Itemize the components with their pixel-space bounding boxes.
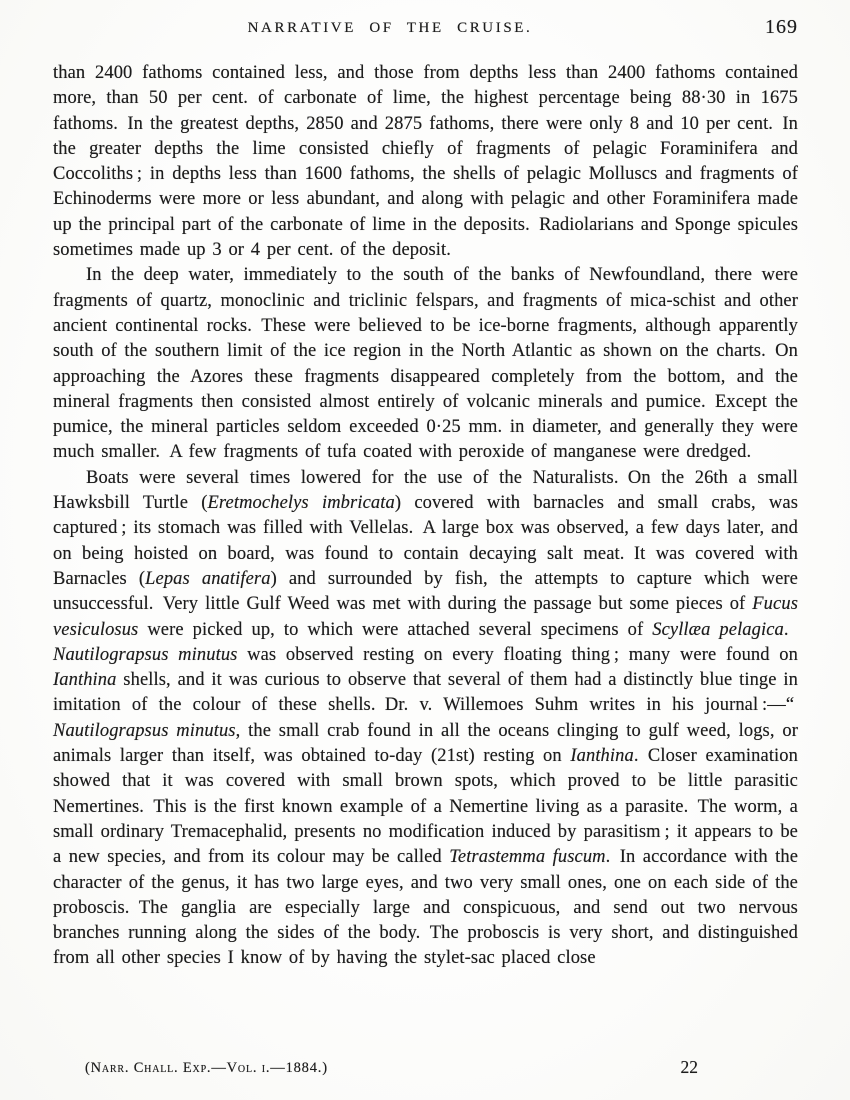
page-body	[53, 61, 798, 972]
body-paragraph-3: Boats were several times lowered for the use of the Naturalists. On the 26th a small Hawksbill Turtle (Eretmochelys imbricata) covered with barnacles and small crabs, was captured ; its stomach was filled with Vellelas. A large box was observed, a few days later, and on being hoisted on board, was found to contain decaying salt meat. It was covered with Barnacles (Lepas anatifera) and surrounded by fish, the attempts to capture which were unsuccessful. Very little Gulf Weed was met with during the passage but some pieces of Fucus vesiculosus were picked up, to which were attached several specimens of Scyllæa pelagica. Nautilograpsus minutus was observed resting on every floating thing ; many were found on Ianthina shells, and it was curious to observe that several of them had a distinctly blue tinge in imitation of the colour of these shells. Dr. v. Willemoes Suhm writes in his journal :—“ Nautilograpsus minutus, the small crab found in all the oceans clinging to gulf weed, logs, or animals larger than itself, was obtained to-day (21st) resting on Ianthina. Closer examination showed that it was covered with small brown spots, which proved to be little parasitic Nemertines. This is the first known example of a Nemertine living as a parasite. The worm, a small ordinary Tremacephalid, presents no modification induced by parasitism ; it appears to be a new species, and from its colour may be called Tetrastemma fuscum. In accordance with the character of the genus, it has two large eyes, and two very small ones, one on each side of the proboscis. The ganglia are especially large and conspicuous, and send out two nervous branches running along the sides of the body. The proboscis is very short, and distinguished from all other species I know of by having the stylet-sac placed close	[53, 467, 799, 969]
imprint-note: (Narr. Chall. Exp.—Vol. i.—1884.)	[85, 1060, 328, 1076]
body-paragraph-2: In the deep water, immediately to the south of the banks of Newfoundland, there were fragments of quartz, monoclinic and triclinic felspars, and fragments of mica-schist and other ancient continental rocks. These were believed to be ice-borne fragments, although apparently south of the southern limit of the ice region in the North Atlantic as shown on the charts. On approaching the Azores these fragments disappeared completely from the bottom, and the mineral fragments then consisted almost entirely of volcanic minerals and pumice. Except the pumice, the mineral particles seldom exceeded 0·25 mm. in diameter, and generally they were much smaller. A few fragments of tufa coated with peroxide of manganese were dredged.	[53, 265, 798, 463]
page-header	[52, 16, 800, 46]
page-number: 169	[765, 16, 798, 38]
page-footer	[53, 1057, 798, 1085]
running-title: NARRATIVE OF THE CRUISE.	[247, 20, 533, 36]
sheet-number: 22	[680, 1057, 698, 1077]
body-paragraph-1: than 2400 fathoms contained less, and those from depths less than 2400 fathoms contained more, than 50 per cent. of carbonate of lime, the highest percentage being 88·30 in 1675 fathoms. In the greatest depths, 2850 and 2875 fathoms, there were only 8 and 10 per cent. In the greater depths the lime consisted chiefly of fragments of pelagic Foraminifera and Coccoliths ; in depths less than 1600 fathoms, the shells of pelagic Molluscs and fragments of Echinoderms were more or less abundant, and along with pelagic and other Foraminifera made up the principal part of the carbonate of lime in the deposits. Radiolarians and Sponge spicules sometimes made up 3 or 4 per cent. of the deposit.	[53, 63, 798, 261]
